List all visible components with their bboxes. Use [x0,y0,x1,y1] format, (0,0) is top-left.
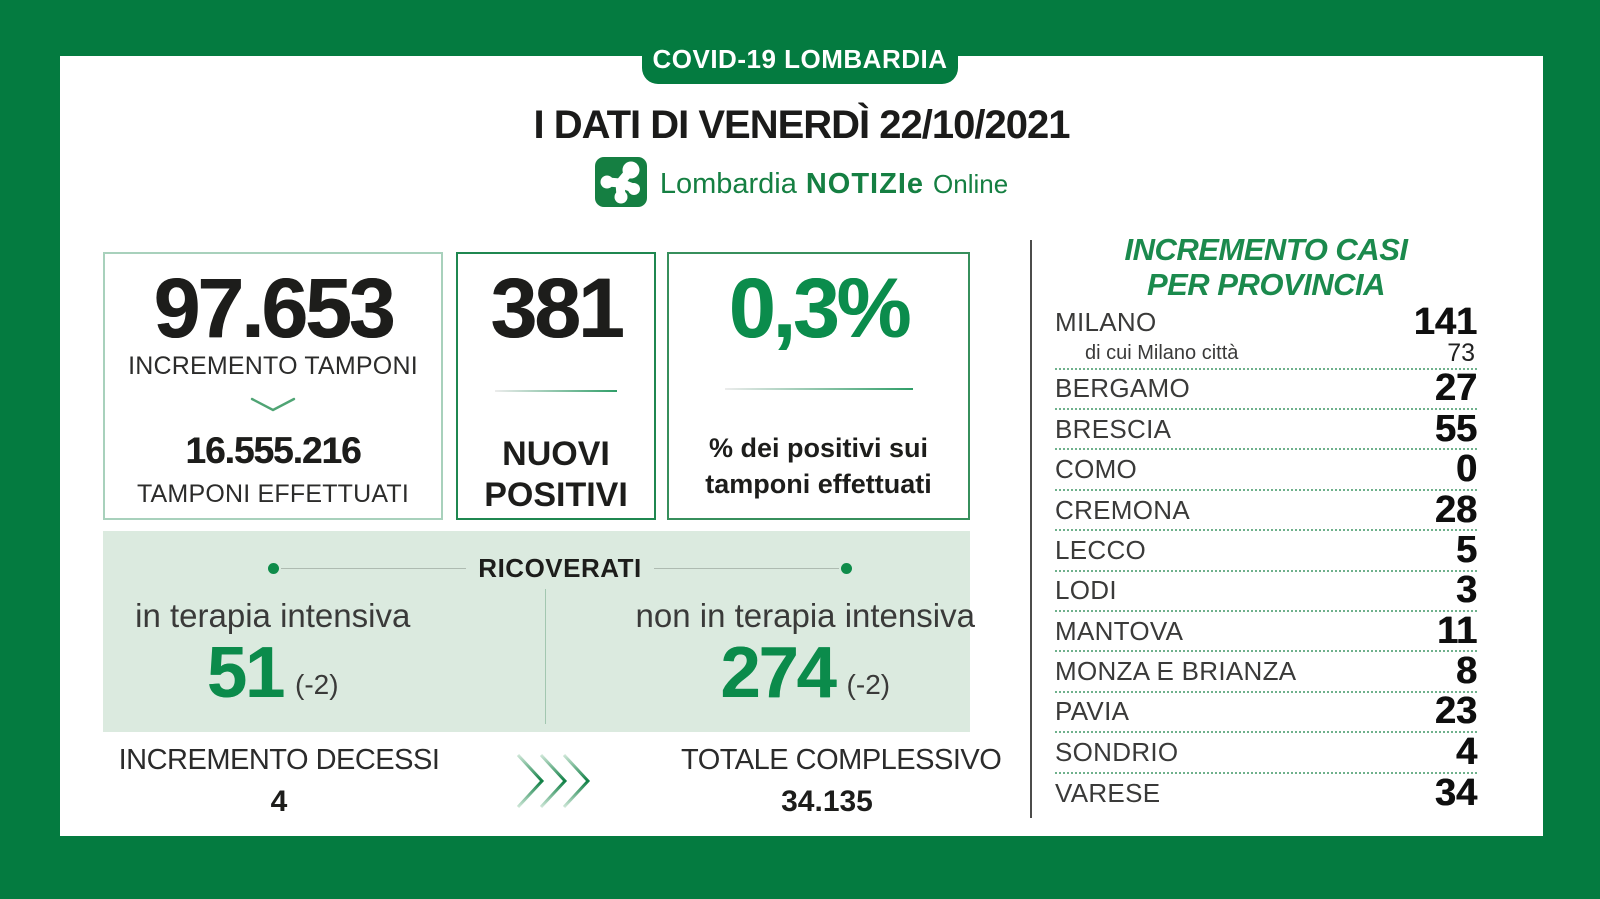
divider-line [725,388,913,390]
totale-complessivo-label: TOTALE COMPLESSIVO [681,744,1002,776]
header-line [654,568,839,569]
card-nuovi-positivi [456,252,656,520]
nuovi-positivi-label: NUOVI POSITIVI [484,435,628,514]
tamponi-increment-label: INCREMENTO TAMPONI [128,352,418,380]
ricoverati-title: RICOVERATI [478,553,642,583]
provinces-list [1055,301,1477,815]
province-row-bergamo: BERGAMO 27 [1055,367,1477,410]
card-percentuale-positivi [667,252,970,520]
bullet-dot-icon [841,563,852,574]
logo-region-text: Lombardia [659,167,797,200]
stat-cards [103,252,970,520]
percentuale-label: % dei positivi sui tamponi effettuati [705,433,932,500]
ricoverati-panel [103,531,975,732]
tamponi-total-value: 16.555.216 [185,430,361,471]
non-terapia-intensiva-delta: (-2) [846,669,891,700]
tamponi-increment-value: 97.653 [153,261,393,355]
provinces-panel [1055,232,1477,814]
province-row-varese: VARESE 34 [1055,772,1477,815]
provinces-title: INCREMENTO CASI PER PROVINCIA [1124,232,1408,303]
header-line [281,568,466,569]
incremento-decessi-value: 4 [270,785,288,818]
logo-online-text: Online [933,168,1009,199]
totale-complessivo-value: 34.135 [781,785,873,818]
ricoverati-header [103,553,970,584]
province-row-milano: MILANO 141 [1055,301,1477,344]
incremento-decessi-block [103,744,455,819]
logo-notizie-text: NOTIZIe [805,167,925,200]
divider-line [495,390,617,392]
totale-complessivo-block [681,744,1002,819]
page-title: I DATI DI VENERDÌ 22/10/2021 [533,103,1070,147]
non-terapia-intensiva-block [537,589,975,732]
non-terapia-intensiva-value: 274 [720,633,835,713]
card-incremento-tamponi [103,252,443,520]
province-row-mantova: MANTOVA 11 [1055,609,1477,652]
incremento-decessi-label: INCREMENTO DECESSI [118,744,440,776]
terapia-intensiva-label: in terapia intensiva [135,597,411,634]
province-row-sondrio: SONDRIO 4 [1055,730,1477,773]
province-row-pavia: PAVIA 23 [1055,690,1477,733]
terapia-intensiva-block [103,589,537,732]
nuovi-positivi-value: 381 [490,261,622,355]
triple-chevron-right-icon [515,752,595,815]
province-row-lodi: LODI 3 [1055,569,1477,612]
province-row-como: COMO 0 [1055,448,1477,491]
logo-wordmark [660,168,1008,201]
chevron-down-icon [250,397,296,418]
province-subrow-milano-citta: di cui Milano città 73 [1055,340,1477,370]
badge-label: COVID-19 LOMBARDIA [652,44,948,74]
province-row-monza-e-brianza: MONZA E BRIANZA 8 [1055,650,1477,693]
totals-footer [103,740,1002,826]
bullet-dot-icon [268,563,279,574]
covid-lombardia-badge [642,0,958,84]
percentuale-value: 0,3% [728,261,909,355]
province-row-cremona: CREMONA 28 [1055,488,1477,531]
non-terapia-intensiva-label: non in terapia intensiva [635,597,975,634]
tamponi-total-label: TAMPONI EFFETTUATI [136,480,410,508]
terapia-intensiva-value: 51 [206,633,284,713]
rosa-camuna-icon [595,157,647,212]
lombardia-notizie-logo [60,153,1543,215]
provinces-divider-line [1030,240,1032,818]
terapia-intensiva-delta: (-2) [295,669,339,700]
province-row-brescia: BRESCIA 55 [1055,407,1477,450]
province-row-lecco: LECCO 5 [1055,528,1477,571]
